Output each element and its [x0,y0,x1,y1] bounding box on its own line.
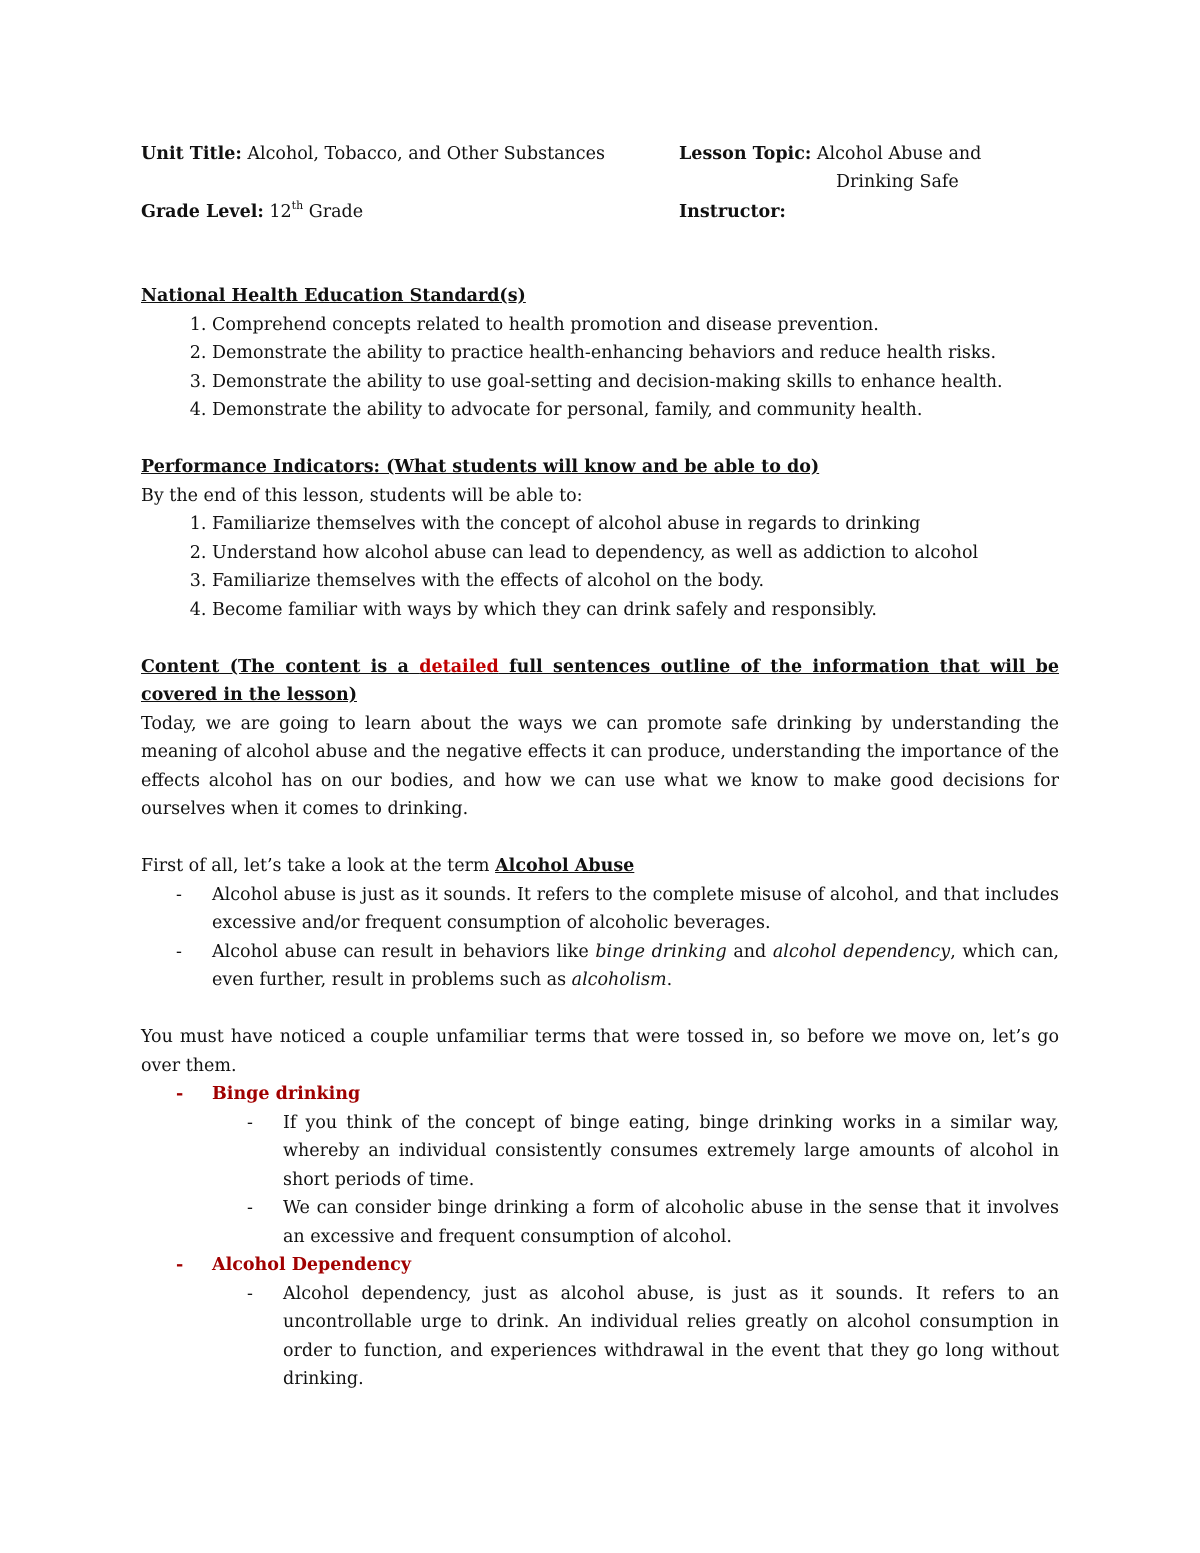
standards-heading: National Health Education Standard(s) [141,286,526,306]
instructor: Instructor: [679,202,786,222]
list-item: - Alcohol abuse is just as it sounds. It refers to the complete misuse of alcohol, and that includes excessive and/or frequent consumption of alcoholic beverages. [141,881,1059,938]
list-item: - Alcohol abuse can result in behaviors like binge drinking and alcohol dependency, which can, even further, result in problems such as alcoholism. [141,938,1059,995]
indicators-heading: Performance Indicators: (What students will know and be able to do) [141,457,820,477]
transition-text: You must have noticed a couple unfamiliar terms that were tossed in, so before we move on, let’s go over them. [141,1027,1059,1076]
dash-bullet: - [247,1198,253,1218]
list-item: 2. Understand how alcohol abuse can lead to dependency, as well as addiction to alcohol [212,539,1059,568]
dash-bullet: - [247,1283,253,1304]
content-heading: Content (The content is a detailed full sentences outline of the information that will be covered in the lesson) [141,656,1059,705]
list-item: 4. Demonstrate the ability to advocate for personal, family, and community health. [212,396,1059,425]
lesson-header [141,140,1059,252]
terms-list-2 [141,1251,1059,1280]
unit-title: Unit Title: Alcohol, Tobacco, and Other Substances [141,144,605,164]
list-item: 3. Demonstrate the ability to use goal-setting and decision-making skills to enhance health. [212,368,1059,397]
terms-list [141,1080,1059,1109]
grade-level: Grade Level: 12th Grade [141,199,364,222]
dash-bullet: - [176,884,182,905]
list-item: - If you think of the concept of binge eating, binge drinking works in a similar way, whereby an individual consistently consumes extremely large amounts of alcohol in short periods of time. [141,1109,1059,1195]
detailed-emphasis: detailed [419,656,499,677]
dash-bullet: - [176,1084,184,1104]
content-intro: Today, we are going to learn about the ways we can promote safe drinking by understanding the meaning of alcohol abuse and the negative effects it can produce, understanding the importance of the effects alcohol has on our bodies, and how we can use what we know to make good decisions for ourselves when it comes to drinking. [141,713,1059,819]
standards-list [141,311,1059,425]
term-binge-drinking: - Binge drinking [141,1080,1059,1109]
dash-bullet: - [247,1112,253,1133]
indicators-intro: By the end of this lesson, students will be able to: [141,485,583,506]
alcohol-abuse-term: Alcohol Abuse [495,856,635,876]
list-item: - Alcohol dependency, just as alcohol abuse, is just as it sounds. It refers to an uncontrollable urge to drink. An individual relies greatly on alcohol consumption in order to function, and experiences withdrawal in the event that they go long without drinking. [141,1280,1059,1394]
dash-bullet: - [176,941,182,962]
alcohol-abuse-points [141,881,1059,995]
lesson-topic: Lesson Topic: Alcohol Abuse and [679,144,982,164]
list-item: 4. Become familiar with ways by which they can drink safely and responsibly. [212,596,1059,625]
alcohol-abuse-lead: First of all, let’s take a look at the term Alcohol Abuse [141,856,635,876]
term-alcohol-dependency: - Alcohol Dependency [141,1251,1059,1280]
alcohol-dependency-points [141,1280,1059,1394]
dash-bullet: - [176,1255,184,1275]
lesson-topic-continued: Drinking Safe [836,172,959,192]
list-item: 1. Familiarize themselves with the concept of alcohol abuse in regards to drinking [212,510,1059,539]
lesson-plan-page [141,140,1059,1394]
list-item: - We can consider binge drinking a form of alcoholic abuse in the sense that it involves an excessive and frequent consumption of alcohol. [141,1194,1059,1251]
binge-drinking-points [141,1109,1059,1252]
list-item: 3. Familiarize themselves with the effects of alcohol on the body. [212,567,1059,596]
list-item: 1. Comprehend concepts related to health promotion and disease prevention. [212,311,1059,340]
indicators-list [141,510,1059,624]
list-item: 2. Demonstrate the ability to practice health-enhancing behaviors and reduce health risks. [212,339,1059,368]
